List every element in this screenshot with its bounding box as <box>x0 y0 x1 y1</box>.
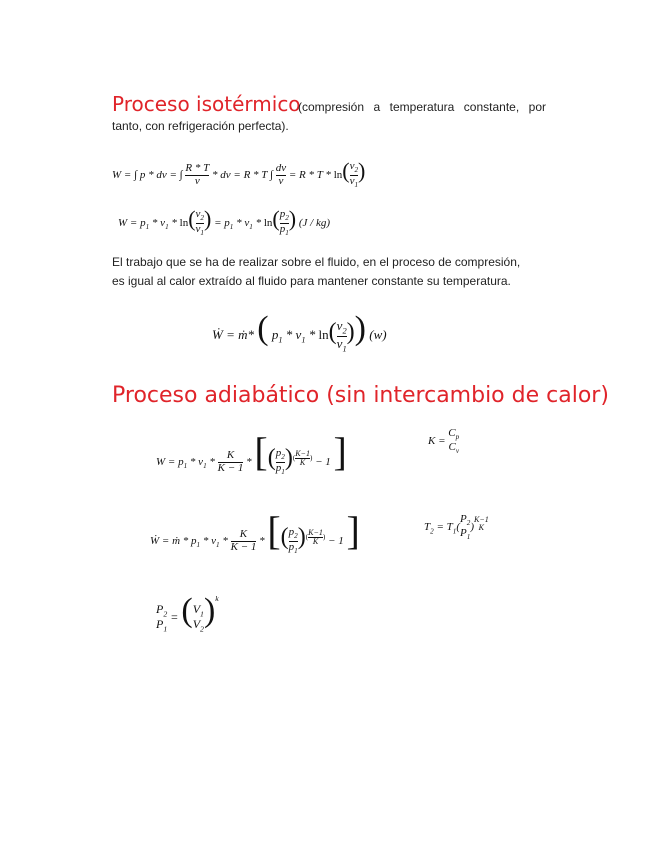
equation-pressure-volume: $P_2$ $P_1$ = ( $V_1$ $V_2$ )$^k$ <box>156 592 219 634</box>
equation-work-per-kg: $W = p_1 * v_1 * \ln$( $\frac{v_2}{v_1}$ ) = $p_1 * v_1 * \ln$( $\frac{p_2}{p_1}$ ) (J / kg) <box>118 206 331 238</box>
unit-j-per-kg: (J / kg) <box>298 217 331 229</box>
isothermal-note-line1: (compresión a temperatura constante, por <box>298 100 546 114</box>
equation-work-adiabatic: $W = p_1 * v_1$ * $\frac{K}{K - 1}$ * [( $\frac{p_2}{p_1}$ )$^{( \frac{K-1}{K} )}$ − 1 ] <box>156 429 347 477</box>
isothermal-paragraph-line1: El trabajo que se ha de realizar sobre el fluido, en el proceso de compresión, <box>112 255 521 269</box>
equation-power-isothermal: Ẇ = ṁ* ( $p_1 * v_1 * \ln$( $\frac{v_2}{v_1}$ )) (w) <box>212 310 387 354</box>
equation-power-adiabatic: Ẇ = ṁ * $p_1 * v_1$ * $\frac{K}{K - 1}$ * [( $\frac{p_2}{p_1}$ )$^{( \frac{K-1}{K} )}$ − 1 ] <box>150 508 360 556</box>
equation-work-integral: W = ∫ p * dv = ∫ $\frac{R * T}{v}$ * dv = R * T ∫ $\frac{dv}{v}$ = R * T * ln( $\frac{v_2}{v_1}$ ) <box>112 158 366 190</box>
unit-watts: (w) <box>369 327 387 342</box>
isothermal-title: Proceso isotérmico <box>112 92 301 116</box>
equation-k-ratio: K = $C_p$ $C_v$ <box>428 427 460 455</box>
adiabatic-title: Proceso adiabático (sin intercambio de calor) <box>112 383 609 408</box>
isothermal-paragraph-line2: es igual al calor extraído al fluido para mantener constante su temperatura. <box>112 274 511 288</box>
isothermal-note-line2: tanto, con refrigeración perfecta). <box>112 119 289 133</box>
equation-temperature: $T_2 = T_1$( $P_2$ $P_1$ ) $^{K-1 K}$ <box>424 513 489 541</box>
